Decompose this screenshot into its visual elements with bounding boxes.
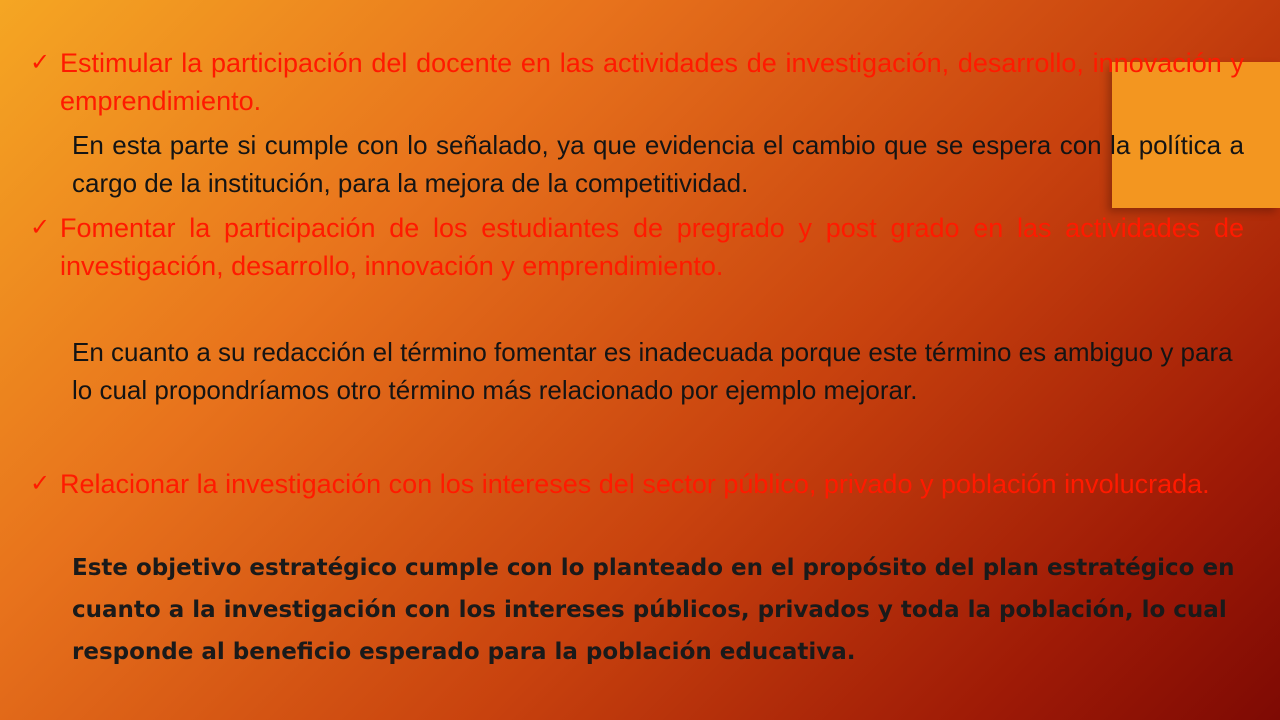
- objective-3-text: Relacionar la investigación con los intereses del sector público, privado y población involucrada.: [60, 469, 1210, 499]
- comment-2: En cuanto a su redacción el término fomentar es inadecuada porque este término es ambiguo y para lo cual propondríamos otro término más relacionado por ejemplo mejorar.: [72, 337, 1233, 405]
- objective-3: [30, 465, 1244, 503]
- checkmark-icon: ✓: [30, 470, 51, 497]
- checkmark-icon: ✓: [30, 49, 51, 76]
- checkmark-icon: ✓: [30, 214, 51, 241]
- comment-3: Este objetivo estratégico cumple con lo planteado en el propósito del plan estratégico en cuanto a la investigación con los intereses públicos, privados y toda la población, lo cual responde al beneficio esperado para la población educativa.: [72, 555, 1235, 665]
- objective-1-text: Estimular la participación del docente en las actividades de investigación, desarrollo, innovación y emprendimiento.: [60, 48, 1244, 116]
- objective-2-text: Fomentar la participación de los estudiantes de pregrado y post grado en las actividades de investigación, desarrollo, innovación y emprendimiento.: [60, 213, 1244, 281]
- objective-1: [30, 44, 1244, 120]
- comment-1: En esta parte si cumple con lo señalado, ya que evidencia el cambio que se espera con la política a cargo de la institución, para la mejora de la competitividad.: [72, 130, 1244, 198]
- objective-2: [30, 209, 1244, 285]
